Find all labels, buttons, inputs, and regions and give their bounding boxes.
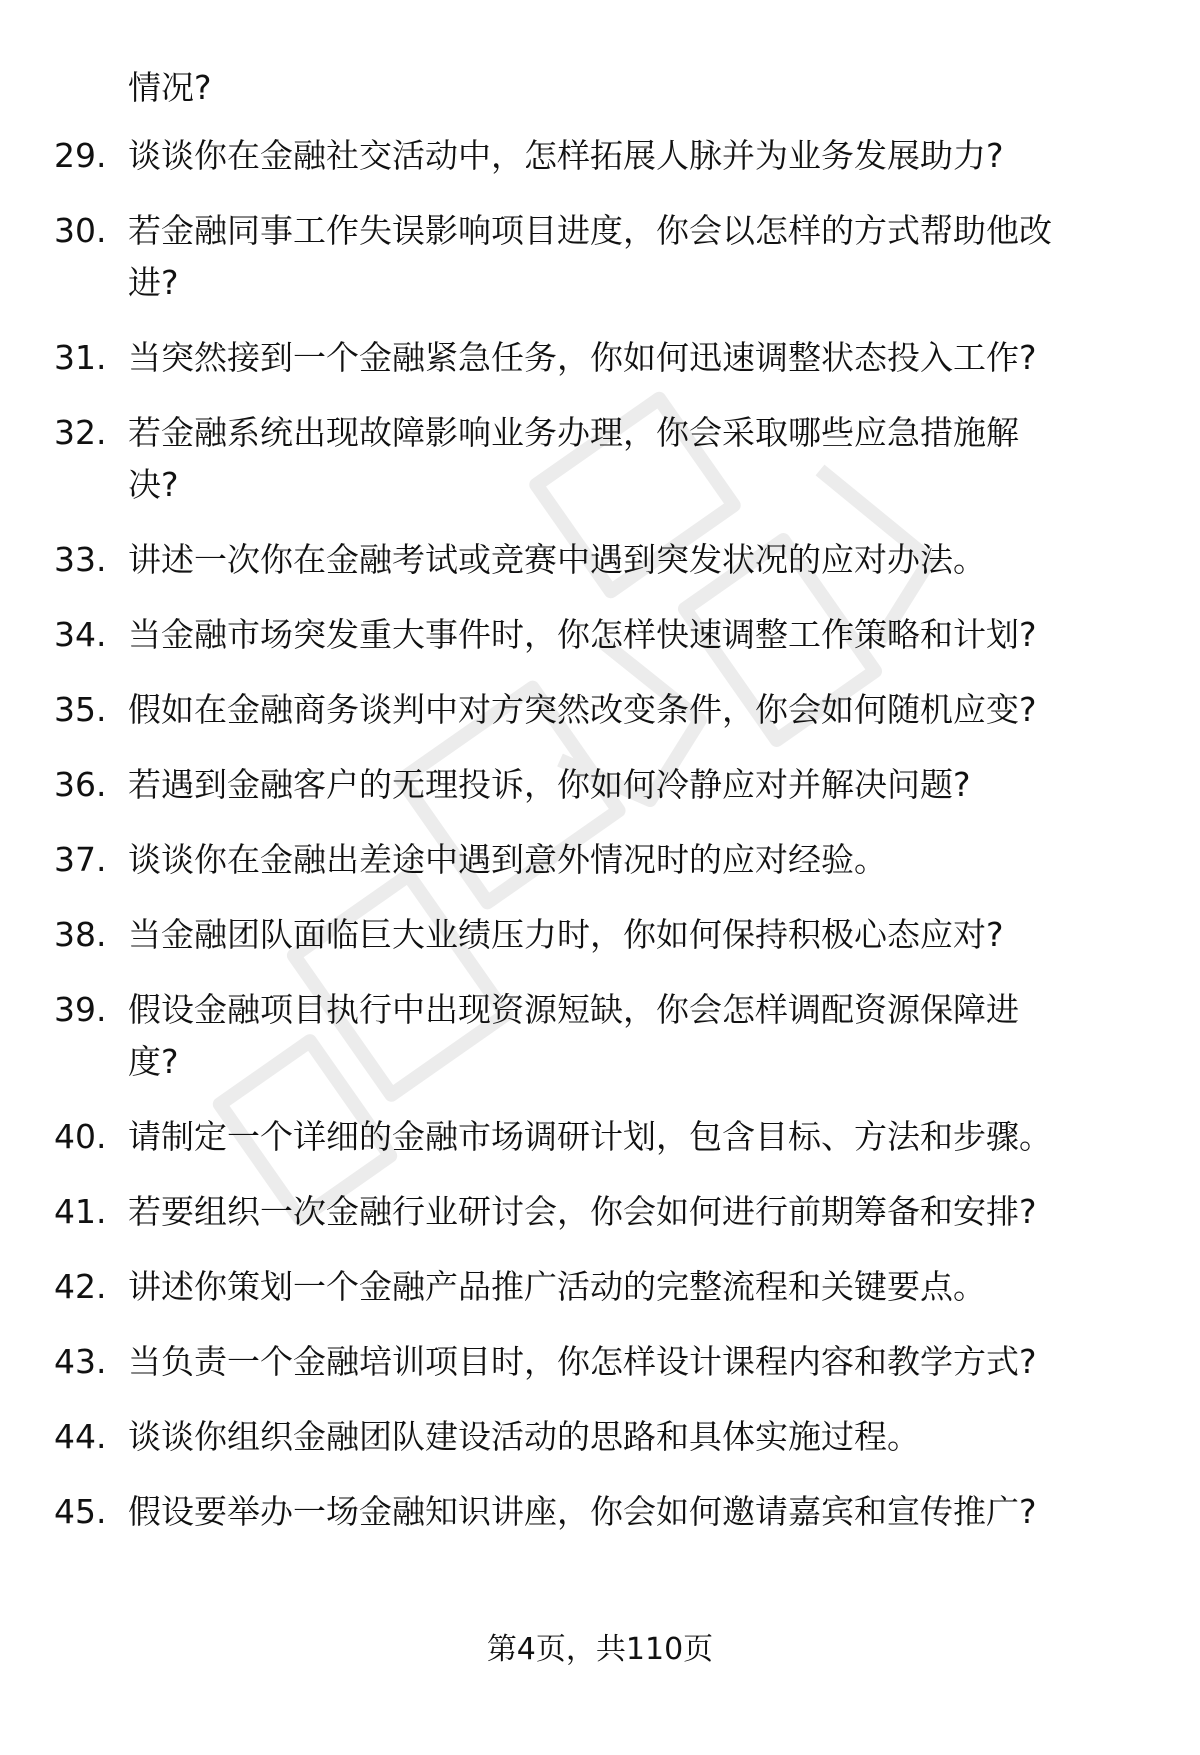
question-number: 40.	[54, 1117, 107, 1156]
question-number: 44.	[54, 1417, 107, 1456]
question-number: 39.	[54, 990, 107, 1029]
question-item	[0, 684, 1200, 736]
page-footer: 第4页，共110页	[486, 1632, 714, 1667]
question-text-line: 若金融系统出现故障影响业务办理，你会采取哪些应急措施解	[128, 413, 1019, 452]
question-text-line: 当负责一个金融培训项目时，你怎样设计课程内容和教学方式?	[128, 1342, 1037, 1381]
question-item	[0, 1486, 1200, 1538]
question-number: 36.	[54, 765, 107, 804]
question-text-line: 谈谈你在金融出差途中遇到意外情况时的应对经验。	[128, 840, 887, 879]
question-number: 34.	[54, 615, 107, 654]
question-item	[0, 407, 1200, 511]
question-number: 45.	[54, 1492, 107, 1531]
question-text-line: 谈谈你在金融社交活动中，怎样拓展人脉并为业务发展助力?	[128, 136, 1004, 175]
question-text-line: 当金融市场突发重大事件时，你怎样快速调整工作策略和计划?	[128, 615, 1037, 654]
question-item	[0, 332, 1200, 384]
question-number: 33.	[54, 540, 107, 579]
question-text-line: 假设要举办一场金融知识讲座，你会如何邀请嘉宾和宣传推广?	[128, 1492, 1037, 1531]
question-item	[0, 984, 1200, 1088]
question-number: 31.	[54, 338, 107, 377]
question-text-line: 假设金融项目执行中出现资源短缺，你会怎样调配资源保障进	[128, 990, 1019, 1029]
question-item	[0, 909, 1200, 961]
question-text-line: 若金融同事工作失误影响项目进度，你会以怎样的方式帮助他改	[128, 211, 1052, 250]
question-item	[0, 1336, 1200, 1388]
question-text-line: 若遇到金融客户的无理投诉，你如何冷静应对并解决问题?	[128, 765, 971, 804]
question-number: 37.	[54, 840, 107, 879]
question-item	[0, 759, 1200, 811]
question-text-line: 进?	[128, 263, 179, 302]
question-text-line: 当突然接到一个金融紧急任务，你如何迅速调整状态投入工作?	[128, 338, 1037, 377]
question-item	[0, 1411, 1200, 1463]
continuation-text: 情况?	[128, 68, 212, 107]
question-text-line: 当金融团队面临巨大业绩压力时，你如何保持积极心态应对?	[128, 915, 1004, 954]
question-number: 43.	[54, 1342, 107, 1381]
question-text-line: 请制定一个详细的金融市场调研计划，包含目标、方法和步骤。	[128, 1117, 1052, 1156]
question-text-line: 假如在金融商务谈判中对方突然改变条件，你会如何随机应变?	[128, 690, 1037, 729]
question-item	[0, 834, 1200, 886]
question-item	[0, 1261, 1200, 1313]
question-text-line: 若要组织一次金融行业研讨会，你会如何进行前期筹备和安排?	[128, 1192, 1037, 1231]
question-item	[0, 534, 1200, 586]
question-number: 35.	[54, 690, 107, 729]
question-item	[0, 130, 1200, 182]
question-item	[0, 1186, 1200, 1238]
question-text-line: 讲述一次你在金融考试或竞赛中遇到突发状况的应对办法。	[128, 540, 986, 579]
question-number: 41.	[54, 1192, 107, 1231]
question-number: 30.	[54, 211, 107, 250]
question-text-line: 谈谈你组织金融团队建设活动的思路和具体实施过程。	[128, 1417, 920, 1456]
question-text-line: 度?	[128, 1042, 179, 1081]
question-text-line: 决?	[128, 465, 179, 504]
question-item	[0, 1111, 1200, 1163]
question-number: 38.	[54, 915, 107, 954]
question-item	[0, 205, 1200, 309]
question-number: 32.	[54, 413, 107, 452]
question-number: 29.	[54, 136, 107, 175]
question-text-line: 讲述你策划一个金融产品推广活动的完整流程和关键要点。	[128, 1267, 986, 1306]
question-item	[0, 609, 1200, 661]
question-number: 42.	[54, 1267, 107, 1306]
